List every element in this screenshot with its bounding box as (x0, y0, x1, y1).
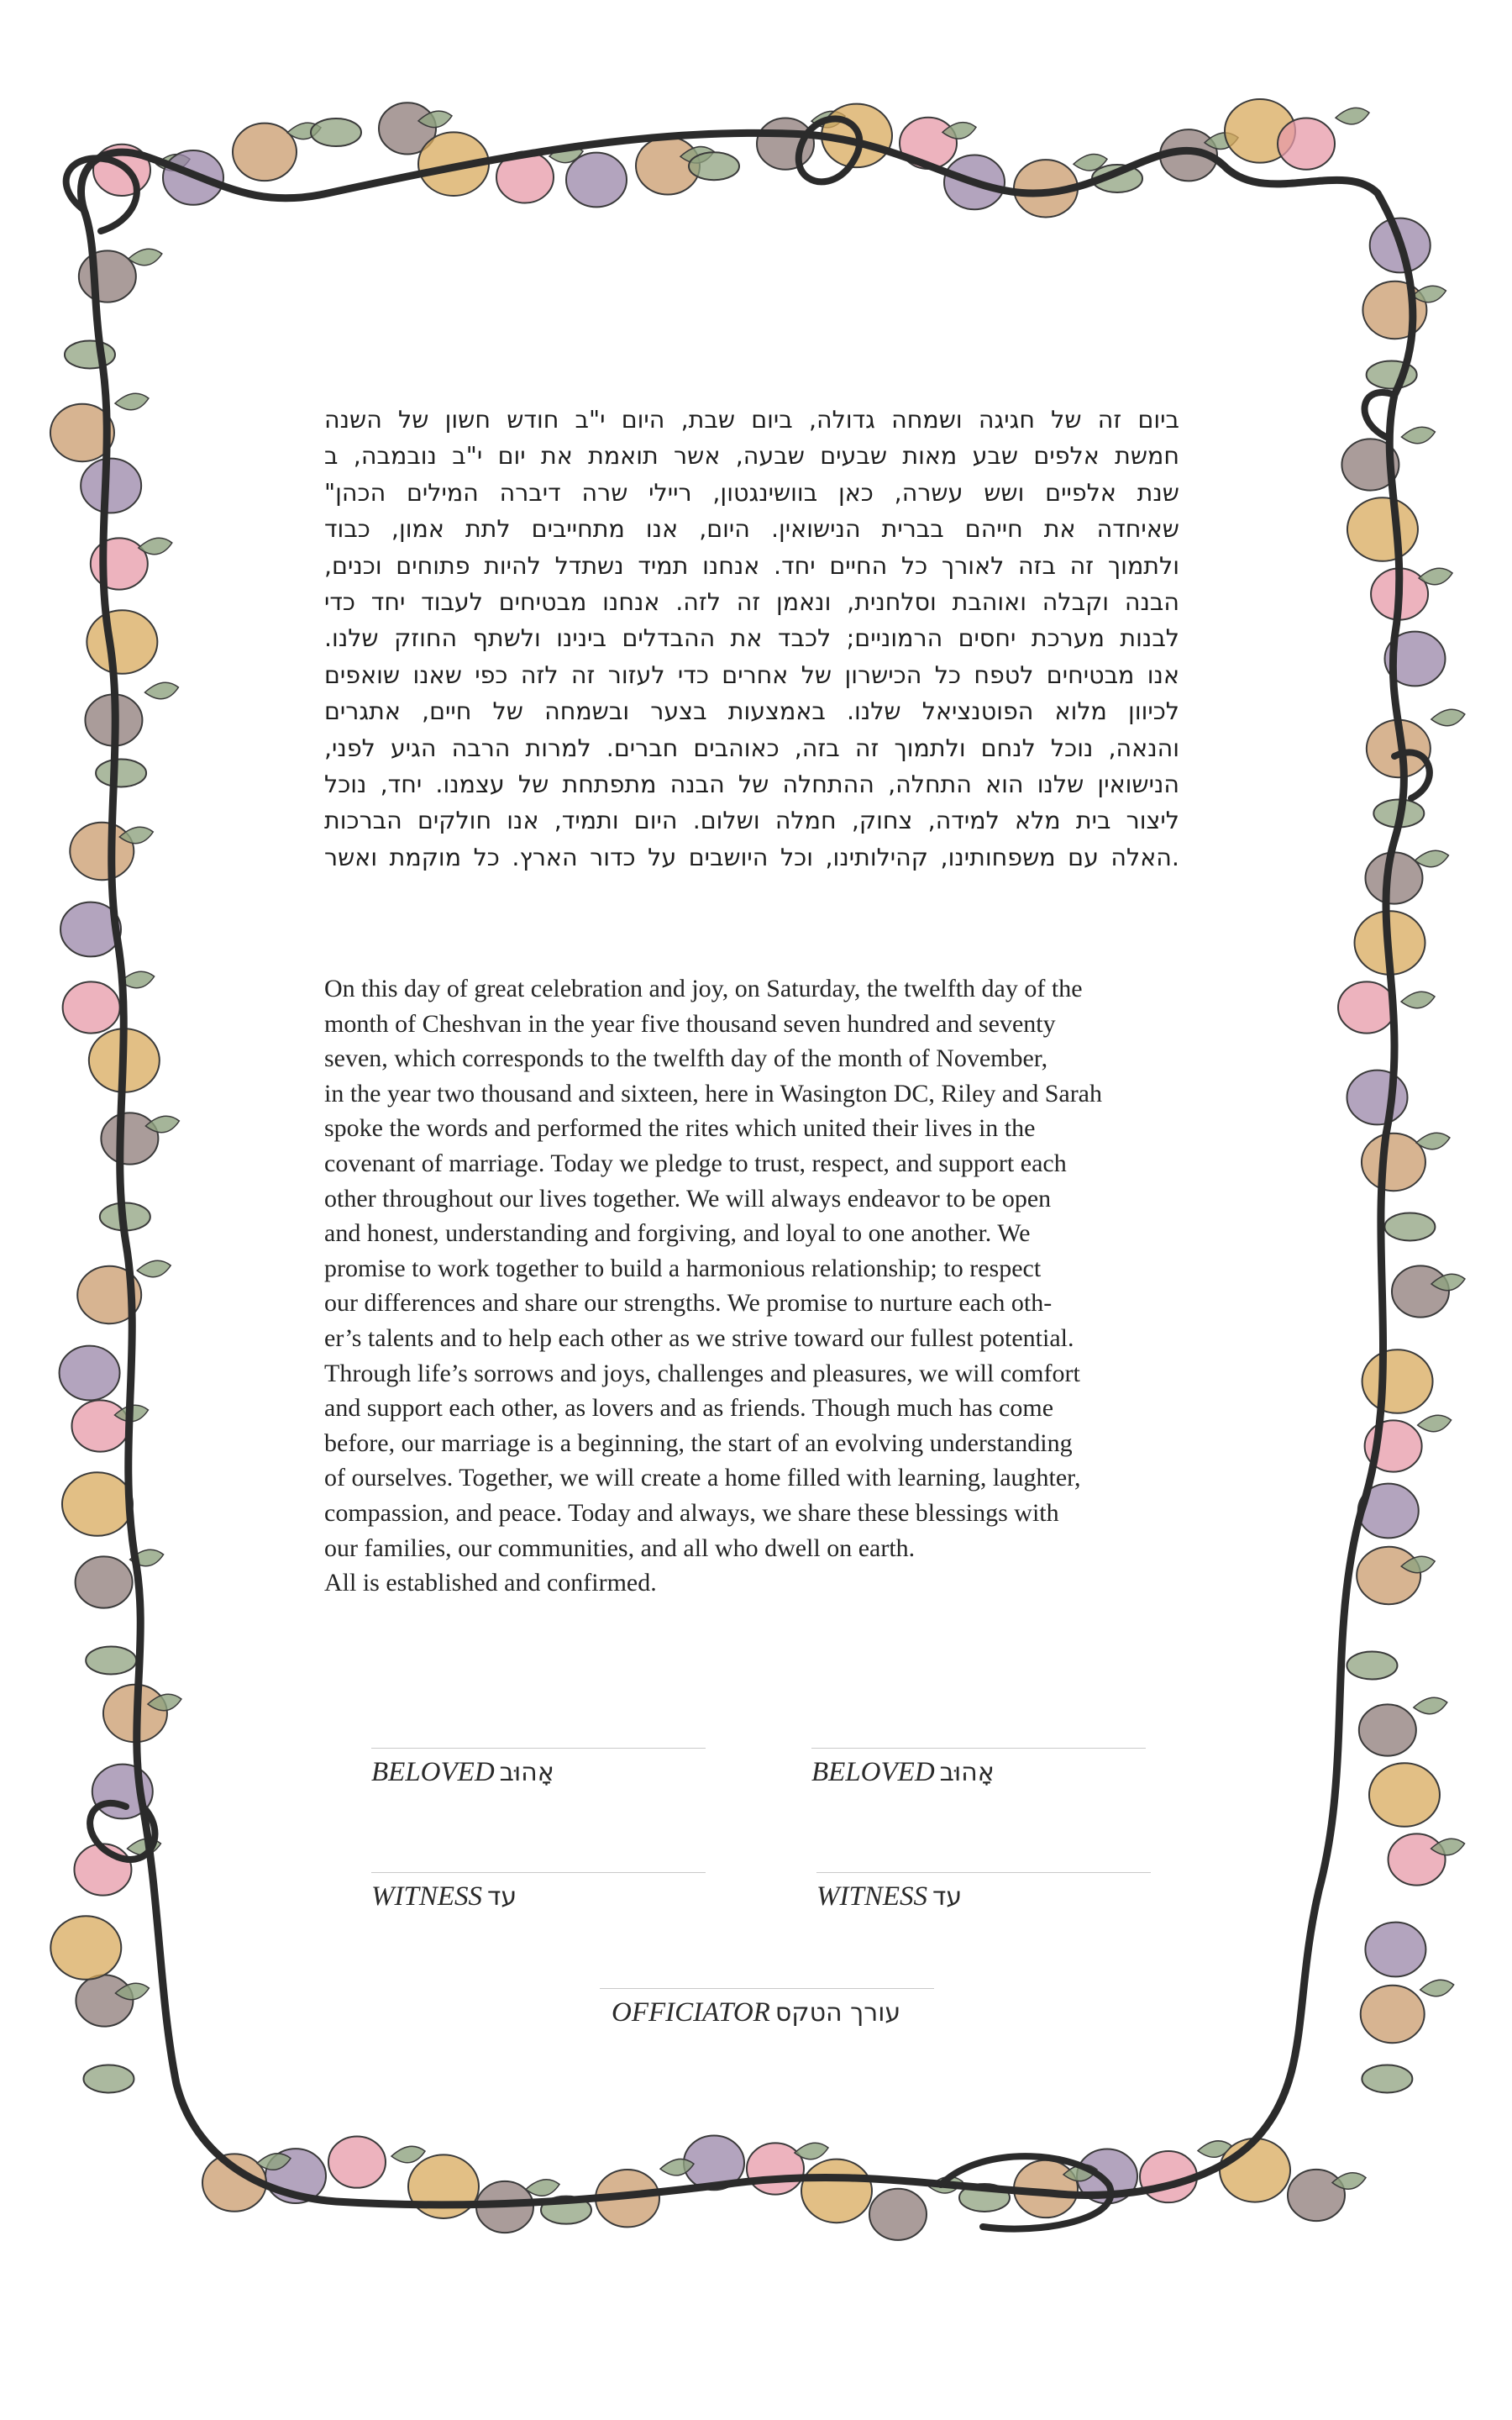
acorn-ornament (1357, 1547, 1420, 1604)
acorn-ornament (70, 823, 134, 880)
english-text-line: covenant of marriage. Today we pledge to trust, respect, and support each (324, 1149, 1067, 1177)
signature-label-he: עד (487, 1882, 517, 1912)
pomegranate-ornament (328, 2136, 386, 2187)
pomegranate-ornament (63, 981, 120, 1033)
english-text-line: promise to work together to build a harmonious relationship; to respect (324, 1254, 1042, 1282)
signature-label-he: עורך הטקס (774, 1998, 901, 2028)
pear-ornament (801, 2160, 872, 2223)
pomegranate-ornament (91, 538, 148, 589)
signature-line[interactable] (371, 1748, 706, 1749)
hebrew-text-line: אנו מבטיחים לטפח כל הכישרון של אחרים כדי לעזור זה לזה כפי שאנו שואפים (324, 660, 1179, 689)
grape-cluster-ornament (60, 1346, 120, 1401)
english-text-line: spoke the words and performed the rites which united their lives in the (324, 1114, 1036, 1143)
hebrew-text-line: שנת אלפיים ושש עשרה, כאן בוושינגטון, ריילי שרה דיברה המילים הכהן" (324, 478, 1179, 507)
signature-label-en: OFFICIATOR (612, 1997, 770, 2028)
acorn-ornament (1362, 1134, 1425, 1191)
fig-ornament (101, 1113, 158, 1164)
english-text-block (324, 971, 1179, 1601)
pomegranate-ornament (1278, 118, 1335, 170)
fig-ornament (1288, 2170, 1345, 2221)
english-text-line: All is established and confirmed. (324, 1569, 657, 1597)
leaf-ornament (1415, 850, 1448, 866)
leaf-ornament (144, 682, 178, 698)
grape-cluster-ornament (81, 459, 141, 513)
signature-label-en: WITNESS (816, 1881, 927, 1912)
fig-ornament (76, 1975, 133, 2026)
leaf-ornament (1418, 1415, 1452, 1431)
english-text-line: month of Cheshvan in the year five thousand seven hundred and seventy (324, 1009, 1056, 1038)
pear-ornament (1369, 1763, 1440, 1827)
english-text-line: On this day of great celebration and joy, on Saturday, the twelfth day of the (324, 975, 1083, 1002)
hebrew-text-line: חמשת אלפים שבע מאות שבעים שבעה, אשר תואמת את יום י"ב נובמבה, ב (324, 442, 1179, 471)
grape-cluster-ornament (566, 153, 627, 208)
fig-ornament (1392, 1265, 1449, 1317)
signature-label (811, 1757, 1146, 1788)
english-text-line: compassion, and peace. Today and always, we share these blessings with (324, 1498, 1059, 1527)
english-text-line: our families, our communities, and all who dwell on earth. (324, 1534, 916, 1562)
english-text-line: our differences and share our strengths. We promise to nurture each oth- (324, 1289, 1053, 1318)
leaf-ornament (1420, 1980, 1454, 1996)
leaf-ornament (1414, 1697, 1447, 1713)
hebrew-text-line: הנישואין שלנו הוא התחלה, ההתחלה של הבנה מתפתחת של עצמנו. יחד, נוכל (324, 771, 1179, 799)
english-text-line: other throughout our lives together. We will always endeavor to be open (324, 1184, 1052, 1213)
hebrew-text-block (324, 402, 1179, 876)
hebrew-text-line: שאיחדה את חייהם בברית הנישואין. היום, אנו מתחייבים לתת אמון, כבוד (324, 515, 1179, 544)
english-text-line: before, our marriage is a beginning, the start of an evolving understanding (324, 1428, 1073, 1457)
leaf-ornament (129, 249, 162, 265)
signature-label-he: אָהוּב (499, 1758, 554, 1787)
oak-leaf-ornament (83, 2065, 134, 2093)
leaf-ornament (391, 2146, 425, 2162)
signature-label (371, 1881, 706, 1912)
leaf-ornament (1431, 709, 1465, 725)
signature-label (816, 1881, 1151, 1912)
oak-leaf-ornament (689, 152, 739, 180)
oak-leaf-ornament (1362, 2065, 1412, 2093)
signature-officiator[interactable] (600, 1988, 934, 2028)
signature-label-he: אָהוּב (939, 1758, 995, 1787)
signature-beloved-left[interactable] (371, 1748, 706, 1788)
hebrew-text-line: לכיוון מלוא הפוטנציאל שלנו. באמצעות בצער ובשמחה של חיים, אתגרים (324, 697, 1179, 726)
pear-ornament (408, 2154, 479, 2218)
leaf-ornament (1401, 427, 1435, 443)
acorn-ornament (233, 124, 297, 181)
pomegranate-ornament (1338, 981, 1395, 1033)
english-text-line: and support each other, as lovers and as friends. Though much has come (324, 1394, 1054, 1423)
grape-cluster-ornament (1347, 1071, 1408, 1125)
hebrew-text-line: ולתמוך זה בזה לאורך כל החיים יחד. אנחנו תמיד נשתדל להיות פתוחים וכנים, (324, 551, 1179, 580)
oak-leaf-ornament (1384, 1213, 1435, 1241)
signature-label-en: BELOVED (371, 1757, 495, 1787)
leaf-ornament (1336, 108, 1369, 124)
signature-witness-right[interactable] (816, 1872, 1151, 1912)
acorn-ornament (1361, 1986, 1425, 2043)
oak-leaf-ornament (311, 118, 361, 146)
english-text-line: Through life’s sorrows and joys, challenges and pleasures, we will comfort (324, 1359, 1080, 1387)
english-text-line: in the year two thousand and sixteen, here in Wasington DC, Riley and Sarah (324, 1079, 1103, 1107)
signature-beloved-right[interactable] (811, 1748, 1146, 1788)
english-text-line: of ourselves. Together, we will create a home filled with learning, laughter, (324, 1464, 1081, 1492)
pomegranate-ornament (747, 2143, 804, 2194)
english-text-line: and honest, understanding and forgiving, and loyal to one another. We (324, 1219, 1031, 1248)
hebrew-text-line: והנאה, נוכל לנחם ולתמוך זה בזה, כאוהבים חברים. למרות הרבה הגיע לפני, (324, 734, 1179, 762)
leaf-ornament (526, 2180, 559, 2196)
signature-line[interactable] (371, 1872, 706, 1873)
pear-ornament (1362, 1349, 1433, 1413)
hebrew-text-line: הבנה וקבלה ואוהבת וסלחנית, ונאמן זה לזה. אנחנו מבטיחים לעבוד יחד כדי (324, 588, 1179, 617)
leaf-ornament (115, 393, 149, 409)
signature-line[interactable] (600, 1988, 934, 1989)
oak-leaf-ornament (65, 341, 115, 369)
fig-ornament (76, 1556, 133, 1607)
oak-leaf-ornament (96, 760, 146, 787)
fig-ornament (757, 118, 814, 170)
hebrew-text-line: ליצור בית מלא למידה, צחוק, חמלה ושלום. היום ותמיד, אנו חולקים הברכות (324, 807, 1179, 835)
leaf-ornament (137, 1260, 171, 1276)
signature-label-he: עד (932, 1882, 963, 1912)
signature-label (600, 1997, 934, 2028)
grape-cluster-ornament (1365, 1923, 1425, 1977)
signature-label (371, 1757, 706, 1788)
signature-line[interactable] (811, 1748, 1146, 1749)
pomegranate-ornament (1389, 1833, 1446, 1885)
leaf-ornament (1401, 992, 1435, 1007)
hebrew-text-line: ביום זה של חגיגה ושמחה גדולה, ביום שבת, היום י"ב חודש חשון של השנה (324, 406, 1179, 434)
acorn-ornament (1362, 281, 1426, 339)
fig-ornament (1359, 1704, 1416, 1755)
pomegranate-ornament (71, 1400, 129, 1451)
pear-ornament (1347, 497, 1418, 561)
signature-label-en: WITNESS (371, 1881, 482, 1912)
signature-witness-left[interactable] (371, 1872, 706, 1912)
oak-leaf-ornament (86, 1647, 136, 1675)
pear-ornament (87, 610, 157, 674)
signature-line[interactable] (816, 1872, 1151, 1873)
signature-label-en: BELOVED (811, 1757, 935, 1787)
hebrew-text-line: לבנות מערכת יחסים הרמוניים; לכבד את ההבדלים בינינו ולשתף החוזק שלנו. (324, 624, 1179, 653)
pear-ornament (50, 1916, 121, 1980)
hebrew-text-line: .האלה עם משפחותינו, קהילותינו, וכל היושבים על כדור הארץ. כל מוקמת ואשר (324, 843, 1179, 871)
fig-ornament (79, 250, 136, 302)
oak-leaf-ornament (1347, 1652, 1397, 1680)
fig-ornament (1365, 852, 1422, 903)
pear-ornament (62, 1472, 133, 1536)
fig-ornament (869, 2189, 927, 2240)
english-text-line: er’s talents and to help each other as we strive toward our fullest potential. (324, 1323, 1074, 1352)
english-text-line: seven, which corresponds to the twelfth day of the month of November, (324, 1044, 1048, 1073)
